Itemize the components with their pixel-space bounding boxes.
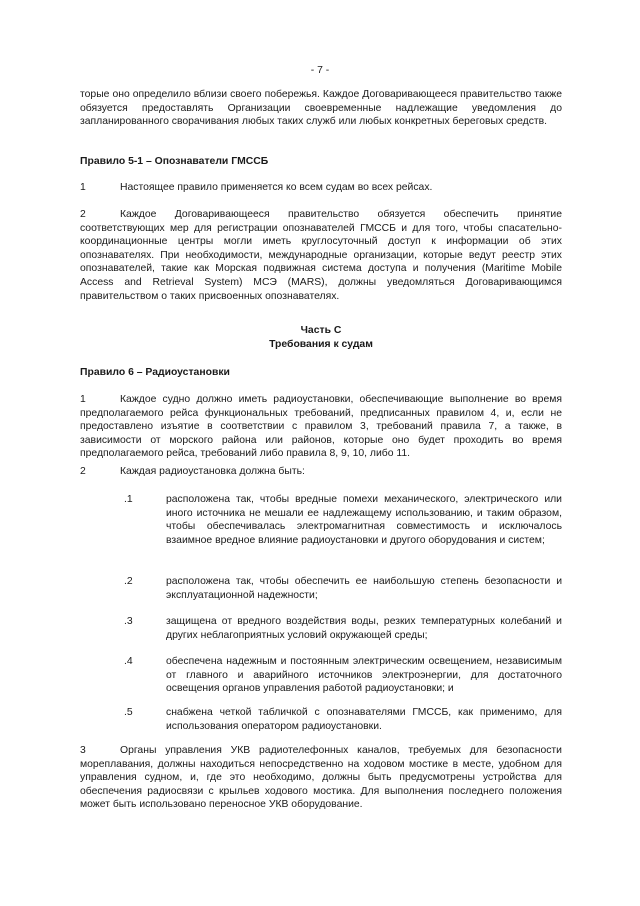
page-number: - 7 - [310,65,330,76]
list-item-text: снабжена четкой табличкой с опознавателями ГМССБ, как применимо, для использования оператором радиоустановки. [166,707,562,732]
list-item-text: обеспечена надежным и постоянным электрическим освещением, независимым от главного и аварийного источников электроэнергии, для достаточного освещения органов управления работой радиоустановки; и [166,656,562,695]
paragraph-number: 2 [80,209,86,220]
list-item-number: .3 [124,616,133,627]
paragraph-text: Настоящее правило применяется ко всем судам во всех рейсах. [120,182,433,193]
paragraph-text: Каждая радиоустановка должна быть: [120,466,305,477]
paragraph-number: 1 [80,394,86,405]
paragraph-number: 3 [80,745,86,756]
paragraph-text: Каждое судно должно иметь радиоустановки, обеспечивающие выполнение во время предполагаемого рейса функциональных требований, предписанных правилом 4, и, если не предоставлено изъятие в соответствии с правилом 3, требований правила 7, а также, в зависимости от морского района или районов, которые оно будет проходить во время предполагаемого рейса, требований либо правила 8, 9, 10, либо 11. [80,394,562,460]
rule-6-paragraph-2 [80,465,562,479]
rule-5-1-paragraph-2 [80,208,562,303]
paragraph-number: 2 [80,466,86,477]
paragraph-text: Органы управления УКВ радиотелефонных каналов, требуемых для безопасности мореплавания, должны находиться непосредственно на ходовом мостике в месте, удобном для управления судном, и, где это необходимо, должны быть предусмотрены устройства для обеспечения радиосвязи с крыльев ходового мостика. Для выполнения последнего положения может быть использовано переносное УКВ оборудование. [80,745,562,811]
paragraph-text: Каждое Договаривающееся правительство обязуется обеспечить принятие соответствующих мер для регистрации опознавателей ГМССБ и для того, чтобы спасательно-координационные центры могли иметь круглосуточный доступ к информации об этих опознавателях. При необходимости, международные организации, которые ведут реестр этих опознавателей, такие как Морская подвижная система доступа и получения (Maritime Mobile Access and Retrieval System) МСЭ (MARS), должны уведомляться Договаривающимся правительством о таких присвоенных опознавателях. [80,209,562,302]
list-item-number: .2 [124,576,133,587]
paragraph-number: 1 [80,182,86,193]
list-item-number: .1 [124,494,133,505]
list-item-text: защищена от вредного воздействия воды, резких температурных колебаний и других неблагоприятных условий окружающей среды; [166,616,562,641]
rule-5-1-heading: Правило 5-1 – Опознаватели ГМССБ [80,156,269,167]
rule-6-paragraph-1 [80,393,562,461]
list-item-number: .4 [124,656,133,667]
part-c-title: Часть С [300,325,342,336]
list-item-number: .5 [124,707,133,718]
part-c-subtitle: Требования к судам [269,339,373,350]
list-item-text: расположена так, чтобы обеспечить ее наибольшую степень безопасности и эксплуатационной надежности; [166,576,562,601]
rule-5-1-paragraph-1 [80,181,562,195]
rule-6-paragraph-3 [80,744,562,812]
list-item-text: расположена так, чтобы вредные помехи механического, электрического или иного источника не мешали ее надлежащему использованию, и таким образом, чтобы обеспечивалась электромагнитная совместимость и исключалось взаимное вредное влияние радиоустановки и другого оборудования и систем; [166,494,562,546]
intro-paragraph: торые оно определило вблизи своего побережья. Каждое Договаривающееся правительство также обязуется предоставлять Организации своевременные надлежащие уведомления до запланированного сворачивания любых таких служб или любых конкретных береговых средств. [80,89,562,128]
rule-6-heading: Правило 6 – Радиоустановки [80,367,230,378]
